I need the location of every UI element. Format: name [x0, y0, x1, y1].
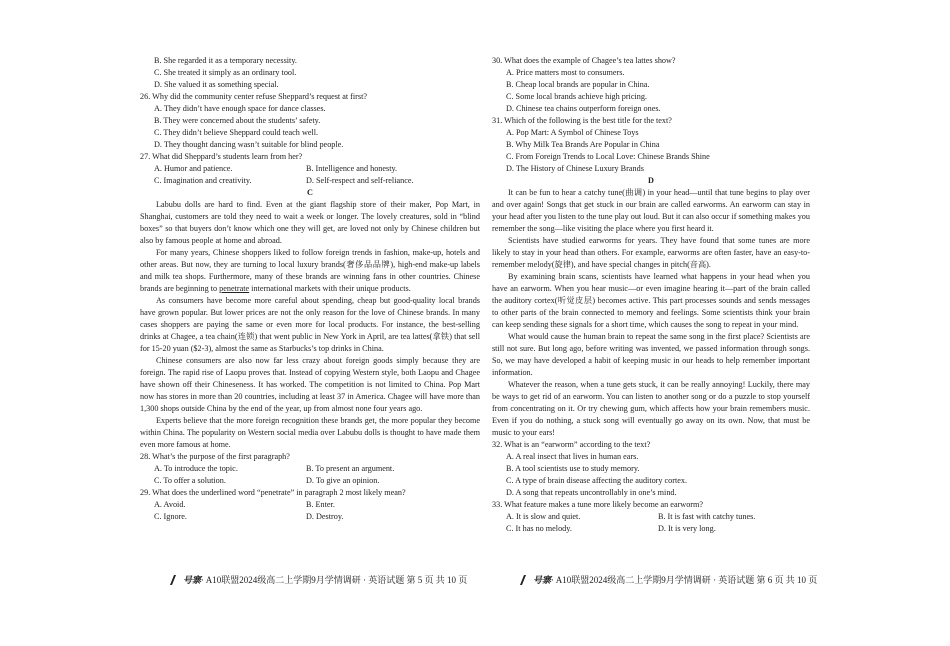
q28-options-row-1 [140, 463, 480, 475]
q26-option-c: C. They didn’t believe Sheppard could teach well. [154, 128, 319, 137]
q28-options-row-2 [140, 475, 480, 487]
q30-option-d: D. Chinese tea chains outperform foreign ones. [506, 104, 661, 113]
right-footer-text: · A10联盟2024级高二上学期9月学情调研 · 英语试题 第 6 页 共 10 页 [551, 575, 818, 585]
q29-option-a: A. Avoid. [154, 500, 186, 509]
brand-logo-text: 号寨 [533, 575, 552, 585]
q29-option-c: C. Ignore. [154, 512, 187, 521]
right-page-footer [518, 573, 817, 586]
q30-option-a: A. Price matters most to consumers. [506, 68, 625, 77]
q30-stem: 30. What does the example of Chagee’s tea lattes show? [492, 56, 676, 65]
q27-option-a: A. Humor and patience. [154, 164, 233, 173]
q33-stem: 33. What feature makes a tune more likely become an earworm? [492, 500, 704, 509]
q25-option-b: B. She regarded it as a temporary necessity. [154, 56, 297, 65]
brand-logo-icon [168, 574, 180, 586]
passage-c-paragraph-5: Experts believe that the more foreign recognition these brands get, the more popular they become within China. The popularity on Western social media over Labubu dolls is thought to have made them even more famous at home. [140, 416, 480, 449]
q33-option-b: B. It is fast with catchy tunes. [658, 512, 756, 521]
q33-options-row-1 [492, 511, 810, 523]
q32-option-d: D. A song that repeats uncontrollably in one’s mind. [506, 488, 677, 497]
passage-d-paragraph-1: It can be fun to hear a catchy tune(曲调) in your head—until that tune begins to play over and over again! Songs that get stuck in our brain are called earworms. An earworm can stay in your head after you listen to the tune play out loud. But it can also occur if something makes you remember the song—like visiting the place where you first heard it. [492, 188, 810, 233]
brand-logo-text: 号寨 [183, 575, 202, 585]
q27-options-row-1 [140, 163, 480, 175]
para2-text-b: international markets with their unique products. [249, 284, 411, 293]
q32-option-b: B. A tool scientists use to study memory. [506, 464, 640, 473]
q30-option-b: B. Cheap local brands are popular in China. [506, 80, 650, 89]
passage-d-paragraph-2: Scientists have studied earworms for years. They have found that some tunes are more likely to stay in your head than others. For example, earworms are often faster, have an easy-to-remember melody(旋律), and have special changes in pitch(音高). [492, 236, 810, 269]
left-page-column [140, 55, 480, 523]
passage-d-paragraph-4: What would cause the human brain to repeat the same song in the first place? Scientists are still not sure. But long ago, before writing was invented, we passed information through songs. So, we may have developed a habit of keeping music in our heads to help remember important information. [492, 332, 810, 377]
passage-c-paragraph-2 [140, 247, 480, 295]
q27-options-row-2 [140, 175, 480, 187]
brand-logo-icon [518, 574, 530, 586]
passage-d-paragraph-3: By examining brain scans, scientists have learned what happens in your head when you have an earworm. When you hear music—or even imagine hearing it—part of the brain called the auditory cortex(听觉皮层) becomes active. This part processes sounds and sends messages to other parts of the brain connected to memory and feelings. Some scientists think your brain can keep sending these signals for a short time, which causes the song to repeat in your mind. [492, 272, 810, 329]
passage-c-paragraph-4: Chinese consumers are also now far less crazy about foreign goods simply because they are foreign. The rapid rise of Laopu proves that. Instead of copying Western style, both Laopu and Chagee have shown off their Chineseness. It has worked. The competition is not limited to China. Pop Mart now has stores in more than 20 countries, including at least 37 in America. Chagee will have more than 1,300 shops outside China by the end of the year, up from almost none four years ago. [140, 356, 480, 413]
right-page-column [492, 55, 810, 535]
q29-stem: 29. What does the underlined word “penetrate” in paragraph 2 most likely mean? [140, 488, 406, 497]
q29-option-b: B. Enter. [306, 500, 335, 509]
passage-c-paragraph-3: As consumers have become more careful about spending, cheap but good-quality local brands have grown popular. But lower prices are not the only reason for the love of Chinese brands. In many cases shoppers are paying the same or even more for local products. For instance, the best-selling drinks at Chagee, a tea chain(连锁) that went public in New York in April, are tea lattes(拿铁) that sell for 15-20 yuan ($2-3), almost the same as Starbucks’s top drinks in China. [140, 296, 480, 353]
q32-option-a: A. A real insect that lives in human ears. [506, 452, 639, 461]
q29-options-row-2 [140, 511, 480, 523]
q31-option-a: A. Pop Mart: A Symbol of Chinese Toys [506, 128, 639, 137]
q29-option-d: D. Destroy. [306, 512, 344, 521]
q28-option-d: D. To give an opinion. [306, 476, 380, 485]
q28-option-a: A. To introduce the topic. [154, 464, 238, 473]
q28-option-b: B. To present an argument. [306, 464, 395, 473]
q33-option-d: D. It is very long. [658, 524, 716, 533]
q27-option-c: C. Imagination and creativity. [154, 176, 252, 185]
q32-option-c: C. A type of brain disease affecting the auditory cortex. [506, 476, 688, 485]
q31-option-d: D. The History of Chinese Luxury Brands [506, 164, 644, 173]
q25-option-d: D. She valued it as something special. [154, 80, 279, 89]
q31-stem: 31. Which of the following is the best title for the text? [492, 116, 672, 125]
q26-option-a: A. They didn’t have enough space for dance classes. [154, 104, 326, 113]
q26-stem: 26. Why did the community center refuse Sheppard’s request at first? [140, 92, 367, 101]
q26-option-d: D. They thought dancing wasn’t suitable for blind people. [154, 140, 344, 149]
left-footer-text: · A10联盟2024级高二上学期9月学情调研 · 英语试题 第 5 页 共 10 页 [201, 575, 468, 585]
q27-option-b: B. Intelligence and honesty. [306, 164, 398, 173]
q33-option-a: A. It is slow and quiet. [506, 512, 581, 521]
q31-option-b: B. Why Milk Tea Brands Are Popular in China [506, 140, 660, 149]
section-c-heading: C [307, 188, 313, 197]
passage-d-paragraph-5: Whatever the reason, when a tune gets stuck, it can be really annoying! Luckily, there may be ways to get rid of an earworm. You can listen to another song or do a puzzle to stop yourself from concentrating on it. Or try chewing gum, which affects how your brain remembers music. Even if you do nothing, a stuck song will eventually go away on its own. Now, that must be music to your ears! [492, 380, 810, 437]
q25-option-c: C. She treated it simply as an ordinary tool. [154, 68, 297, 77]
q27-stem: 27. What did Sheppard’s students learn from her? [140, 152, 303, 161]
q31-option-c: C. From Foreign Trends to Local Love: Chinese Brands Shine [506, 152, 710, 161]
section-d-heading: D [648, 176, 654, 185]
left-page-footer [168, 573, 467, 586]
q30-option-c: C. Some local brands achieve high pricing. [506, 92, 647, 101]
q33-option-c: C. It has no melody. [506, 524, 572, 533]
q29-options-row-1 [140, 499, 480, 511]
passage-c-paragraph-1: Labubu dolls are hard to find. Even at the giant flagship store of their maker, Pop Mart, in Shanghai, customers are told they need to wait a week or longer. The lovely creatures, sold in “blind boxes” so that buyers don’t know which one they will get, are loved not only by Chinese children but also by famous people at home and abroad. [140, 200, 480, 245]
q28-option-c: C. To offer a solution. [154, 476, 226, 485]
para2-text-a: For many years, Chinese shoppers liked to follow foreign trends in fashion, make-up, hotels and other areas. But now, they are turning to local luxury brands(奢侈品品牌), high-end make-up labels and milk tea shops. Furthermore, many of these brands are winning fans in other countries. Chinese brands are beginning to [140, 248, 480, 293]
q33-options-row-2 [492, 523, 810, 535]
q27-option-d: D. Self-respect and self-reliance. [306, 176, 414, 185]
q26-option-b: B. They were concerned about the students’ safety. [154, 116, 321, 125]
q32-stem: 32. What is an “earworm” according to the text? [492, 440, 651, 449]
underlined-word-penetrate: penetrate [219, 284, 250, 293]
q28-stem: 28. What’s the purpose of the first paragraph? [140, 452, 290, 461]
